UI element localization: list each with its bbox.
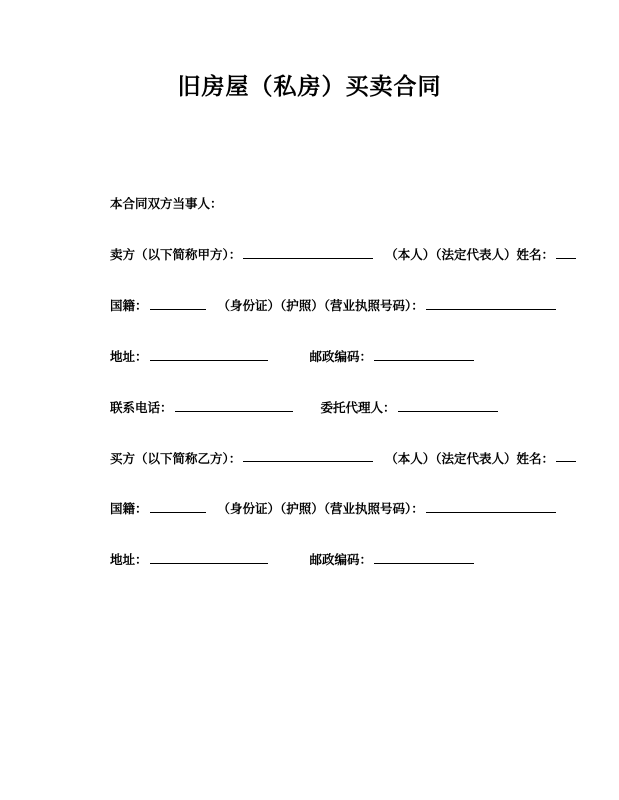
- seller-nationality-blank[interactable]: [150, 297, 206, 310]
- seller-address-label: 地址：: [110, 349, 148, 364]
- buyer-rep-blank[interactable]: [556, 450, 576, 463]
- buyer-nationality-label: 国籍：: [110, 502, 148, 517]
- intro-line: [110, 197, 549, 212]
- seller-line: [110, 246, 555, 263]
- buyer-nationality-blank[interactable]: [150, 500, 206, 513]
- seller-contact-line: [110, 399, 549, 416]
- seller-phone-label: 联系电话：: [110, 400, 173, 415]
- buyer-address-blank[interactable]: [150, 551, 268, 564]
- seller-agent-blank[interactable]: [398, 399, 498, 412]
- seller-name-blank[interactable]: [243, 246, 373, 259]
- buyer-tail: （本人）（法定代表人）姓名：: [385, 451, 555, 466]
- buyer-label: 买方（以下简称乙方）：: [110, 451, 242, 466]
- buyer-line: [110, 450, 555, 467]
- seller-nationality-label: 国籍：: [110, 298, 148, 313]
- seller-tail: （本人）（法定代表人）姓名：: [385, 247, 555, 262]
- seller-id-label: （身份证）（护照）（营业执照号码）：: [217, 298, 424, 313]
- seller-rep-blank[interactable]: [556, 246, 576, 259]
- buyer-address-line: [110, 551, 549, 568]
- seller-nationality-line: [110, 297, 549, 314]
- seller-postcode-label: 邮政编码：: [309, 349, 373, 364]
- buyer-nationality-line: [110, 500, 549, 517]
- seller-postcode-blank[interactable]: [374, 348, 474, 361]
- seller-id-blank[interactable]: [426, 297, 556, 310]
- seller-address-line: [110, 348, 549, 365]
- buyer-postcode-blank[interactable]: [374, 551, 474, 564]
- buyer-id-label: （身份证）（护照）（营业执照号码）：: [217, 502, 424, 517]
- buyer-postcode-label: 邮政编码：: [309, 553, 373, 568]
- intro-text: 本合同双方当事人：: [110, 197, 223, 211]
- seller-agent-label: 委托代理人：: [320, 400, 396, 415]
- buyer-address-label: 地址：: [110, 553, 148, 568]
- page-title: 旧房屋（私房）买卖合同: [177, 74, 442, 99]
- buyer-id-blank[interactable]: [426, 500, 556, 513]
- contract-body: [0, 101, 619, 568]
- seller-label: 卖方（以下简称甲方）：: [110, 247, 242, 262]
- seller-address-blank[interactable]: [150, 348, 268, 361]
- seller-phone-blank[interactable]: [175, 399, 293, 412]
- buyer-name-blank[interactable]: [243, 450, 373, 463]
